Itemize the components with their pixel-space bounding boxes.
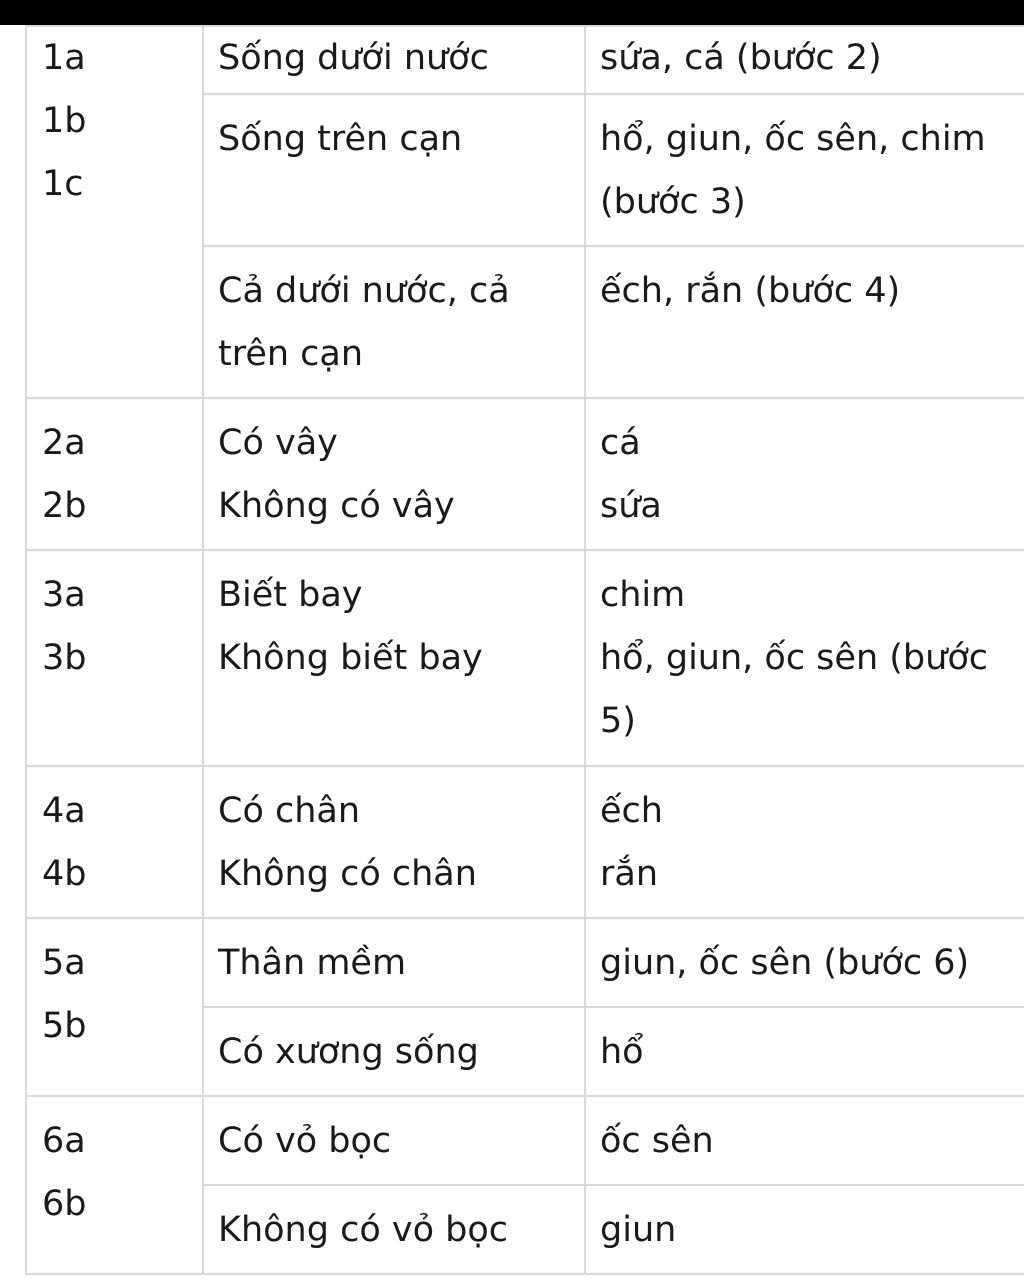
document-sheet <box>0 25 1024 1280</box>
step-code: 6b <box>42 1184 87 1224</box>
table-row <box>26 550 1024 766</box>
top-black-bar <box>0 0 1024 25</box>
step-code: 1b <box>42 101 87 141</box>
result-text: chim <box>600 575 686 615</box>
step-code: 1c <box>42 164 84 204</box>
table-row <box>26 398 1024 550</box>
result-text: ốc sên <box>600 1121 714 1161</box>
characteristic-text: Có chân <box>218 791 361 831</box>
result-text: rắn <box>600 854 659 894</box>
result-cell <box>585 246 1024 398</box>
step-code: 4b <box>42 854 87 894</box>
result-cell <box>585 918 1024 1007</box>
result-text: hổ <box>600 1032 644 1072</box>
characteristic-cell <box>203 1185 585 1274</box>
step-code: 2a <box>42 423 86 463</box>
step-code: 4a <box>42 791 86 831</box>
result-text: ếch, rắn (bước 4) <box>600 271 901 311</box>
characteristic-text: Không có vây <box>218 486 455 526</box>
result-text: cá <box>600 423 641 463</box>
table-row <box>26 1096 1024 1185</box>
characteristic-text: Không có chân <box>218 854 477 894</box>
step-code: 3a <box>42 575 86 615</box>
result-cell <box>585 1096 1024 1185</box>
step-codes-3 <box>26 550 203 766</box>
step-code: 2b <box>42 486 87 526</box>
step-code: 5a <box>42 943 86 983</box>
step-code: 5b <box>42 1006 87 1046</box>
step-code: 3b <box>42 638 87 678</box>
result-text: sứa, cá (bước 2) <box>600 38 882 78</box>
characteristic-cell <box>203 398 585 550</box>
result-text: hổ, giun, ốc sên, chim (bước 3) <box>600 119 986 222</box>
characteristic-cell <box>203 1007 585 1096</box>
characteristic-cell <box>203 1096 585 1185</box>
result-text: ếch <box>600 791 663 831</box>
characteristic-cell <box>203 550 585 766</box>
result-cell <box>585 766 1024 918</box>
table-row <box>26 26 1024 94</box>
table-row <box>26 766 1024 918</box>
characteristic-text: Sống dưới nước <box>218 38 489 78</box>
characteristic-cell <box>203 766 585 918</box>
characteristic-text: Không có vỏ bọc <box>218 1210 508 1250</box>
characteristic-cell <box>203 94 585 246</box>
result-text: giun, ốc sên (bước 6) <box>600 943 970 983</box>
step-code: 6a <box>42 1121 86 1161</box>
characteristic-text: Cả dưới nước, cả trên cạn <box>218 271 510 374</box>
result-cell <box>585 94 1024 246</box>
characteristic-cell <box>203 246 585 398</box>
characteristic-text: Không biết bay <box>218 638 483 678</box>
result-cell <box>585 26 1024 94</box>
characteristic-text: Biết bay <box>218 575 363 615</box>
table-row <box>26 918 1024 1007</box>
result-cell <box>585 550 1024 766</box>
characteristic-text: Có vây <box>218 423 338 463</box>
result-text: giun <box>600 1210 677 1250</box>
characteristic-cell <box>203 26 585 94</box>
characteristic-text: Có vỏ bọc <box>218 1121 392 1161</box>
step-codes-4 <box>26 766 203 918</box>
characteristic-text: Thân mềm <box>218 943 407 983</box>
characteristic-text: Có xương sống <box>218 1032 479 1072</box>
step-code: 1a <box>42 38 86 78</box>
characteristic-cell <box>203 918 585 1007</box>
result-text: hổ, giun, ốc sên (bước 5) <box>600 638 988 741</box>
step-codes-1 <box>26 26 203 398</box>
classification-key-table <box>25 25 1024 1275</box>
result-text: sứa <box>600 486 662 526</box>
result-cell <box>585 1185 1024 1274</box>
step-codes-5 <box>26 918 203 1096</box>
result-cell <box>585 1007 1024 1096</box>
result-cell <box>585 398 1024 550</box>
step-codes-2 <box>26 398 203 550</box>
step-codes-6 <box>26 1096 203 1274</box>
characteristic-text: Sống trên cạn <box>218 119 463 159</box>
